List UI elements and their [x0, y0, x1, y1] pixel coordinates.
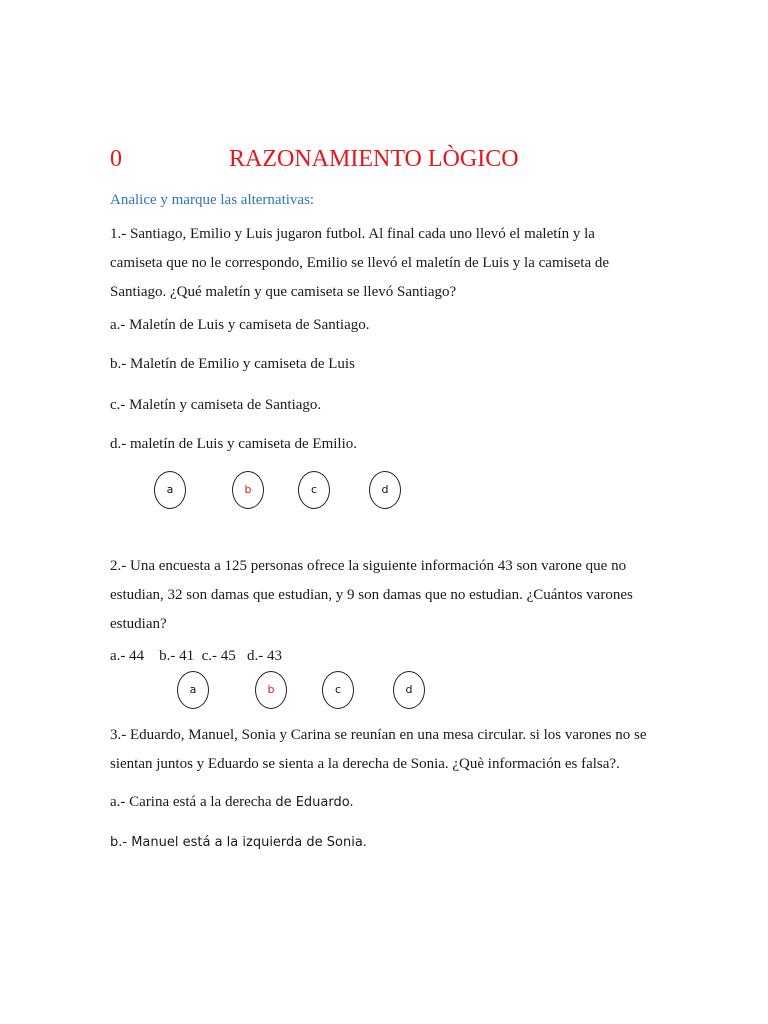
q2-options: a.- 44 b.- 41 c.- 45 d.- 43 [110, 648, 283, 664]
q1-answer-bubble-c[interactable]: c [298, 471, 330, 509]
q3-option-a [110, 794, 354, 811]
q1-option-b: b.- Maletín de Emilio y camiseta de Luis [110, 356, 355, 372]
q1-answer-bubble-d[interactable]: d [369, 471, 401, 509]
q1-answer-bubble-b[interactable]: b [232, 471, 264, 509]
q2-answer-bubble-a[interactable]: a [177, 671, 209, 709]
q1-option-c: c.- Maletín y camiseta de Santiago. [110, 397, 322, 413]
question-number: 0 [110, 146, 122, 172]
q2-answer-bubble-d[interactable]: d [393, 671, 425, 709]
page-title: RAZONAMIENTO LÒGICO [229, 146, 519, 172]
q2-answer-bubble-c[interactable]: c [322, 671, 354, 709]
q1-answer-bubble-a[interactable]: a [154, 471, 186, 509]
question-2-text: 2.- Una encuesta a 125 personas ofrece la siguiente información 43 son varone que no estudian, 32 son damas que estudian, y 9 son damas que no estudian. ¿Cuántos varones estudian? [110, 558, 633, 632]
q3-option-a-lead: a.- Carina está a la derecha [110, 794, 276, 810]
q3-option-b: b.- Manuel está a la izquierda de Sonia. [110, 835, 367, 850]
question-1-text: 1.- Santiago, Emilio y Luis jugaron futbol. Al final cada uno llevó el maletín y la camiseta que no le correspondo, Emilio se llevó el maletín de Luis y la camiseta de Santiago. ¿Qué maletín y que camiseta se llevó Santiago? [110, 226, 610, 300]
q1-option-d: d.- maletín de Luis y camiseta de Emilio. [110, 436, 358, 452]
q3-option-a-tail: de Eduardo. [275, 795, 354, 810]
q1-option-a: a.- Maletín de Luis y camiseta de Santiago. [110, 317, 370, 333]
q2-answer-bubble-b[interactable]: b [255, 671, 287, 709]
question-3-text: 3.- Eduardo, Manuel, Sonia y Carina se reunían en una mesa circular. si los varones no se sientan juntos y Eduardo se sienta a la derecha de Sonia. ¿Què información es falsa?. [110, 727, 647, 772]
instructions: Analice y marque las alternativas: [110, 192, 315, 208]
